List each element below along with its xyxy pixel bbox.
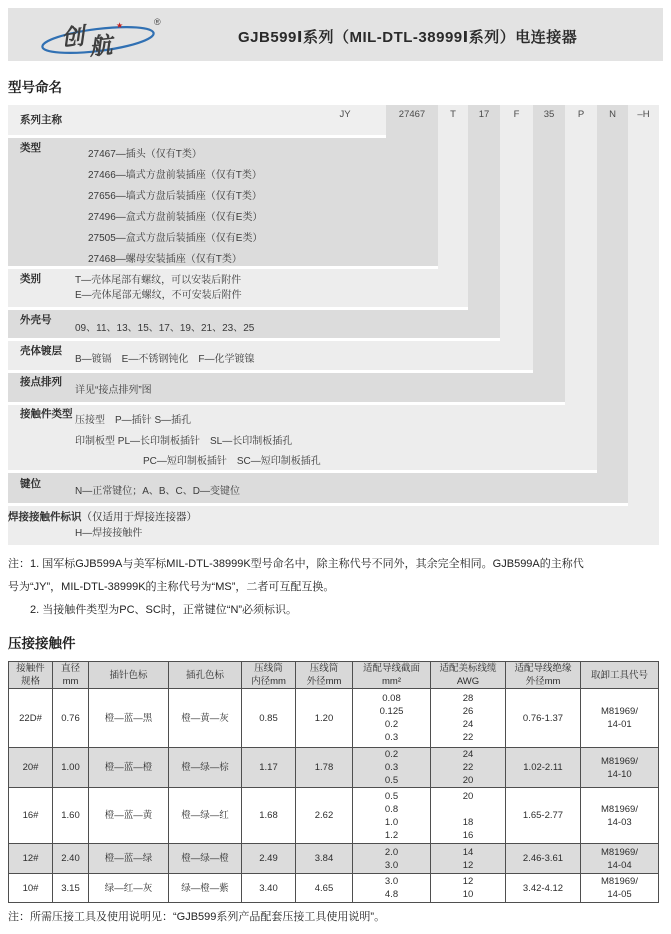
arrangement-text: 详见“接点排列”图	[75, 385, 152, 396]
contact-type-label: 接触件类型	[20, 408, 73, 420]
solder-label	[8, 509, 197, 524]
table-cell: 橙—蓝—黑	[89, 689, 169, 748]
table-cell: 1.20	[296, 689, 353, 748]
class-item: E—壳体尾部无螺纹，不可安装后附件	[75, 290, 242, 301]
plating-options: B—镀镉 E—不锈钢钝化 F—化学镀镍	[75, 354, 255, 365]
table-cell: 1.65-2.77	[506, 788, 581, 844]
registered-trademark-icon: ®	[154, 17, 161, 27]
type-label: 类型	[20, 142, 41, 154]
table-cell: 2.46-3.61	[506, 844, 581, 874]
class-label: 类别	[20, 273, 41, 285]
table-cell: M81969/ 14-03	[581, 788, 659, 844]
table-cell: 20 18 16	[431, 788, 506, 844]
code-band-arrangement	[533, 105, 565, 402]
code-band-solder	[628, 105, 659, 545]
table-cell: M81969/ 14-01	[581, 689, 659, 748]
model-naming-heading: 型号命名	[8, 80, 62, 95]
table-cell: 橙—蓝—绿	[89, 844, 169, 874]
table-cell: 2.49	[242, 844, 296, 874]
table-cell: 1.60	[53, 788, 89, 844]
note-line-2: 号为“JY”，MIL-DTL-38999K的主称代号为“MS”，二者可互配互换。	[8, 581, 335, 593]
solder-label-note: （仅适用于焊接连接器）	[81, 511, 197, 523]
table-cell: 橙—蓝—黄	[89, 788, 169, 844]
table-cell: M81969/ 14-04	[581, 844, 659, 874]
table-cell: 橙—黄—灰	[169, 689, 242, 748]
table-cell: 22D#	[9, 689, 53, 748]
code-type: 27467	[398, 109, 426, 120]
contact-type-line: 印制板型 PL—长印制板插针 SL—长印制板插孔	[75, 436, 293, 447]
contact-type-line: PC—短印制板插针 SC—短印制板插孔	[143, 456, 321, 467]
column-header: 适配美标线缆 AWG	[431, 662, 506, 689]
code-contact: P	[577, 109, 585, 120]
type-item: 27466—墙式方盘前装插座（仅有T类）	[88, 170, 262, 181]
solder-label-main: 焊接接触件标识	[8, 511, 82, 523]
table-cell: 3.15	[53, 874, 89, 903]
type-item: 27505—盒式方盘后装插座（仅有E类）	[88, 233, 263, 244]
logo-star-icon: ★	[116, 21, 124, 30]
table-cell: M81969/ 14-10	[581, 748, 659, 788]
contact-type-line: 压接型 P—插针 S—插孔	[75, 415, 192, 426]
code-prefix: JY	[339, 109, 351, 120]
code-key: N	[609, 109, 616, 120]
table-cell: 0.76	[53, 689, 89, 748]
table-cell: 14 12	[431, 844, 506, 874]
key-label: 键位	[20, 478, 41, 490]
table-cell: 橙—绿—橙	[169, 844, 242, 874]
table-cell: 28 26 24 22	[431, 689, 506, 748]
table-cell: 0.08 0.125 0.2 0.3	[353, 689, 431, 748]
table-cell: 1.17	[242, 748, 296, 788]
arrangement-label: 接点排列	[20, 376, 62, 388]
table-cell: 1.78	[296, 748, 353, 788]
table-cell: 橙—蓝—橙	[89, 748, 169, 788]
table-cell: 绿—红—灰	[89, 874, 169, 903]
table-cell: 0.85	[242, 689, 296, 748]
table-row	[9, 748, 659, 788]
table-cell: 16#	[9, 788, 53, 844]
crimp-contact-table	[8, 661, 659, 903]
column-header: 插孔色标	[169, 662, 242, 689]
column-header: 压线筒 外径mm	[296, 662, 353, 689]
table-cell: 24 22 20	[431, 748, 506, 788]
table-cell: 1.02-2.11	[506, 748, 581, 788]
code-band-key	[597, 105, 628, 503]
note-line-1: 注：1. 国军标GJB599A与美军标MIL-DTL-38999K型号命名中，除主称代号不同外，其余完全相同。GJB599A的主称代	[8, 558, 584, 570]
code-arrangement: 35	[543, 109, 555, 120]
code-shell: 17	[478, 109, 490, 120]
note-line-3: 2. 当接触件类型为PC、SC时，正常键位“N”必须标识。	[30, 604, 298, 616]
code-band-plating	[500, 105, 533, 370]
company-logo	[28, 13, 178, 64]
logo-char-chuang: 创	[59, 22, 86, 52]
table-cell: 橙—绿—红	[169, 788, 242, 844]
table-row	[9, 844, 659, 874]
column-header: 压线筒 内径mm	[242, 662, 296, 689]
code-class: T	[450, 109, 456, 120]
table-cell: 12#	[9, 844, 53, 874]
type-item: 27656—墙式方盘后装插座（仅有T类）	[88, 191, 262, 202]
page-title: GJB599Ⅰ系列（MIL-DTL-38999Ⅰ系列）电连接器	[238, 29, 578, 46]
table-cell: 10#	[9, 874, 53, 903]
type-item: 27467—插头（仅有T类）	[88, 149, 202, 160]
column-header: 直径 mm	[53, 662, 89, 689]
table-cell: 0.2 0.3 0.5	[353, 748, 431, 788]
table-cell: 绿—橙—紫	[169, 874, 242, 903]
table-cell: 3.84	[296, 844, 353, 874]
table-row	[9, 689, 659, 748]
shell-label: 外壳号	[20, 314, 52, 326]
table-cell: 1.00	[53, 748, 89, 788]
crimp-contacts-heading: 压接接触件	[8, 636, 76, 651]
column-header: 接触件 规格	[9, 662, 53, 689]
table-cell: 2.40	[53, 844, 89, 874]
logo-graphic	[28, 13, 178, 59]
table-cell: 3.0 4.8	[353, 874, 431, 903]
table-cell: 橙—绿—棕	[169, 748, 242, 788]
footer-note: 注：所需压接工具及使用说明见：“GJB599系列产品配套压接工具使用说明”。	[8, 911, 386, 923]
shell-sizes: 09、11、13、15、17、19、21、23、25	[75, 323, 255, 334]
table-cell: 3.40	[242, 874, 296, 903]
table-cell: 2.0 3.0	[353, 844, 431, 874]
code-plating: F	[513, 109, 520, 120]
class-item: T—壳体尾部有螺纹，可以安装后附件	[75, 275, 242, 286]
type-item: 27468—螺母安装插座（仅有T类）	[88, 254, 242, 265]
key-options: N—正常键位；A、B、C、D—变键位	[75, 486, 241, 497]
table-row	[9, 788, 659, 844]
table-cell: 1.68	[242, 788, 296, 844]
code-solder: –H	[637, 109, 650, 120]
column-header: 适配导线绝缘 外径mm	[506, 662, 581, 689]
type-item: 27496—盒式方盘前装插座（仅有E类）	[88, 212, 263, 223]
table-cell: 2.62	[296, 788, 353, 844]
table-cell: 3.42-4.12	[506, 874, 581, 903]
table-row	[9, 874, 659, 903]
logo-char-hang: 航	[87, 31, 114, 59]
table-cell: 0.5 0.8 1.0 1.2	[353, 788, 431, 844]
solder-text: H—焊接接触件	[75, 528, 143, 539]
column-header: 适配导线截面 mm²	[353, 662, 431, 689]
section-block-type	[8, 138, 438, 266]
series-name-label: 系列主称	[20, 114, 62, 126]
column-header: 取卸工具代号	[581, 662, 659, 689]
table-cell: 4.65	[296, 874, 353, 903]
code-band-shell	[468, 105, 500, 338]
table-cell: 20#	[9, 748, 53, 788]
plating-label: 壳体镀层	[20, 345, 62, 357]
table-cell: 12 10	[431, 874, 506, 903]
table-cell: M81969/ 14-05	[581, 874, 659, 903]
column-header: 插针色标	[89, 662, 169, 689]
table-cell: 0.76-1.37	[506, 689, 581, 748]
